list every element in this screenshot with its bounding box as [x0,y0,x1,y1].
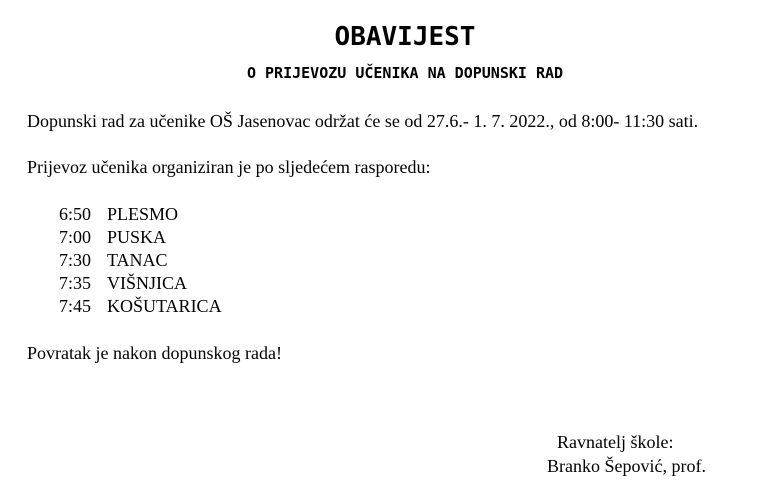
bus-schedule [59,203,222,318]
return-paragraph: Povratak je nakon dopunskog rada! [27,343,282,363]
schedule-row [59,295,222,318]
schedule-time: 7:35 [59,273,92,293]
schedule-stop: PUSKA [107,227,167,247]
schedule-row [59,226,222,249]
notice-subtitle: O PRIJEVOZU UČENIKA NA DOPUNSKI RAD [246,64,564,82]
schedule-intro-paragraph: Prijevoz učenika organiziran je po sljedećem rasporedu: [27,157,431,177]
schedule-time: 7:00 [59,227,92,247]
schedule-time: 7:45 [59,296,92,316]
schedule-time: 7:30 [59,250,92,270]
schedule-row [59,272,222,295]
schedule-time: 6:50 [59,204,92,224]
schedule-stop: VIŠNJICA [107,273,188,293]
signature-name: Branko Šepović, prof. [547,456,706,476]
notice-title: OBAVIJEST [334,22,476,52]
schedule-stop: TANAC [107,250,168,270]
signature-role: Ravnatelj škole: [557,432,674,452]
dates-paragraph: Dopunski rad za učenike OŠ Jasenovac održat će se od 27.6.- 1. 7. 2022., od 8:00- 11:30 sati. [27,111,699,131]
schedule-stop: KOŠUTARICA [107,296,222,316]
schedule-stop: PLESMO [107,204,179,224]
schedule-row [59,249,222,272]
schedule-row [59,203,222,226]
